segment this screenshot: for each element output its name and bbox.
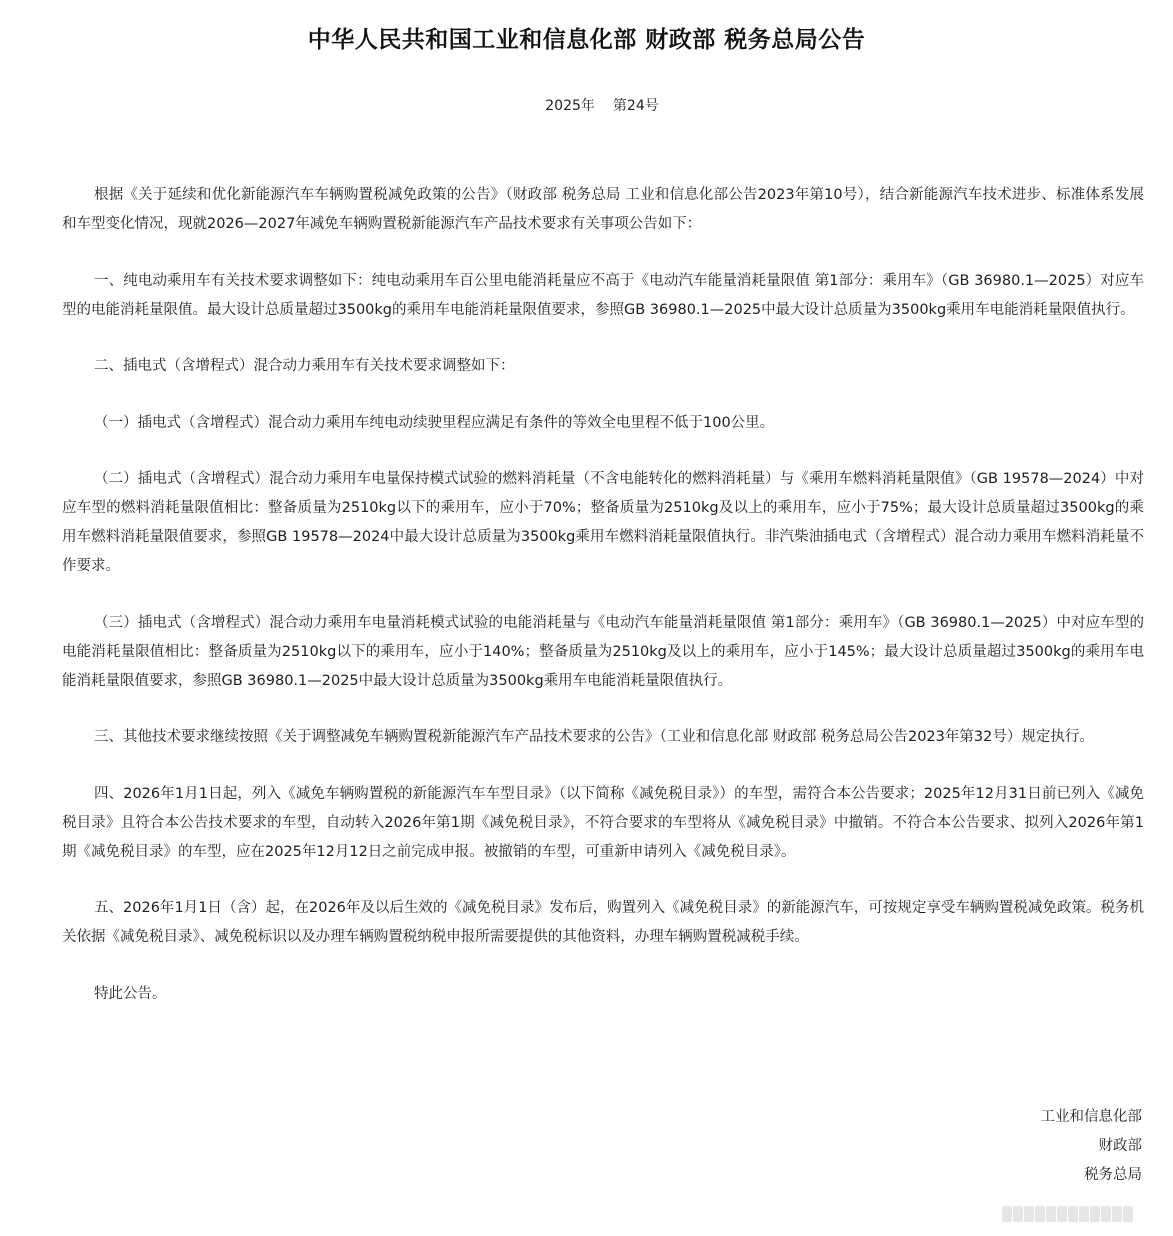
announcement-title: 中华人民共和国工业和信息化部 财政部 税务总局公告: [307, 27, 866, 53]
signature-sat: 税务总局: [1084, 1167, 1142, 1183]
announcement-body: [62, 181, 1144, 1036]
watermark-glyph: [1112, 1206, 1122, 1222]
signature-miit: 工业和信息化部: [1040, 1109, 1142, 1125]
watermark-glyph: [1046, 1206, 1056, 1222]
document-number: [0, 95, 1173, 117]
paragraph-section-5: 五、2026年1月1日（含）起，在2026年及以后生效的《减免税目录》发布后，购置列入《减免税目录》的新能源汽车，可按规定享受车辆购置税减免政策。税务机关依据《减免税目录》、减免税标识以及办理车辆购置税纳税申报所需要提供的其他资料，办理车辆购置税减税手续。: [62, 900, 1144, 945]
watermark-glyph: [1057, 1206, 1067, 1222]
watermark-glyph: [1123, 1206, 1133, 1222]
watermark: [1002, 1205, 1152, 1223]
paragraph-section-2-item-2: （二）插电式（含增程式）混合动力乘用车电量保持模式试验的燃料消耗量（不含电能转化的燃料消耗量）与《乘用车燃料消耗量限值》（GB 19578—2024）中对应车型的燃料消耗量限值相比：整备质量为2510kg以下的乘用车，应小于70%；整备质量为2510kg及以上的乘用车，应小于75%；最大设计总质量超过3500kg的乘用车燃料消耗量限值要求，参照GB 19578—2024中最大设计总质量为3500kg乘用车燃料消耗量限值执行。非汽柴油插电式（含增程式）混合动力乘用车燃料消耗量不作要求。: [62, 471, 1144, 574]
watermark-glyph: [1024, 1206, 1034, 1222]
watermark-glyph: [1035, 1206, 1045, 1222]
paragraph-section-2-item-3: （三）插电式（含增程式）混合动力乘用车电量消耗模式试验的电能消耗量与《电动汽车能量消耗量限值 第1部分：乘用车》（GB 36980.1—2025）中对应车型的电能消耗量限值相比：整备质量为2510kg以下的乘用车，应小于140%；整备质量为2510kg及以上的乘用车，应小于145%；最大设计总质量超过3500kg的乘用车电能消耗量限值要求，参照GB 36980.1—2025中最大设计总质量为3500kg乘用车电能消耗量限值执行。: [62, 614, 1144, 689]
paragraph-section-2-item-1: （一）插电式（含增程式）混合动力乘用车纯电动续驶里程应满足有条件的等效全电里程不低于100公里。: [94, 414, 775, 431]
paragraph-closing: 特此公告。: [94, 985, 167, 1002]
watermark-glyph: [1079, 1206, 1089, 1222]
watermark-glyph: [1002, 1206, 1012, 1222]
paragraph-section-2: 二、插电式（含增程式）混合动力乘用车有关技术要求调整如下：: [94, 358, 515, 374]
watermark-glyph: [1101, 1206, 1111, 1222]
paragraph-section-1: 一、纯电动乘用车有关技术要求调整如下：纯电动乘用车百公里电能消耗量应不高于《电动汽车能量消耗量限值 第1部分：乘用车》（GB 36980.1—2025）对应车型的电能消耗量限值。最大设计总质量超过3500kg的乘用车电能消耗量限值要求，参照GB 36980.1—2025中最大设计总质量为3500kg乘用车电能消耗量限值执行。: [62, 272, 1144, 318]
watermark-glyph: [1013, 1206, 1023, 1222]
document-issue-number: 第24号: [612, 98, 659, 114]
paragraph-section-3: 三、其他技术要求继续按照《关于调整减免车辆购置税新能源汽车产品技术要求的公告》（工业和信息化部 财政部 税务总局公告2023年第32号）规定执行。: [94, 729, 1094, 745]
paragraph-preamble: 根据《关于延续和优化新能源汽车车辆购置税减免政策的公告》（财政部 税务总局 工业和信息化部公告2023年第10号），结合新能源汽车技术进步、标准体系发展和车型变化情况，现就2026—2027年减免车辆购置税新能源汽车产品技术要求有关事项公告如下：: [62, 187, 1144, 232]
document-year: 2025年: [545, 98, 595, 114]
watermark-glyph: [1068, 1206, 1078, 1222]
signature-mof: 财政部: [1098, 1138, 1142, 1154]
paragraph-section-4: 四、2026年1月1日起，列入《减免车辆购置税的新能源汽车车型目录》（以下简称《减免税目录》）的车型，需符合本公告要求；2025年12月31日前已列入《减免税目录》且符合本公告技术要求的车型，自动转入2026年第1期《减免税目录》，不符合要求的车型将从《减免税目录》中撤销。不符合本公告要求、拟列入2026年第1期《减免税目录》的车型，应在2025年12月12日之前完成申报。被撤销的车型，可重新申请列入《减免税目录》。: [62, 785, 1144, 860]
watermark-glyph: [1090, 1206, 1100, 1222]
signature-block: [1041, 1103, 1143, 1190]
